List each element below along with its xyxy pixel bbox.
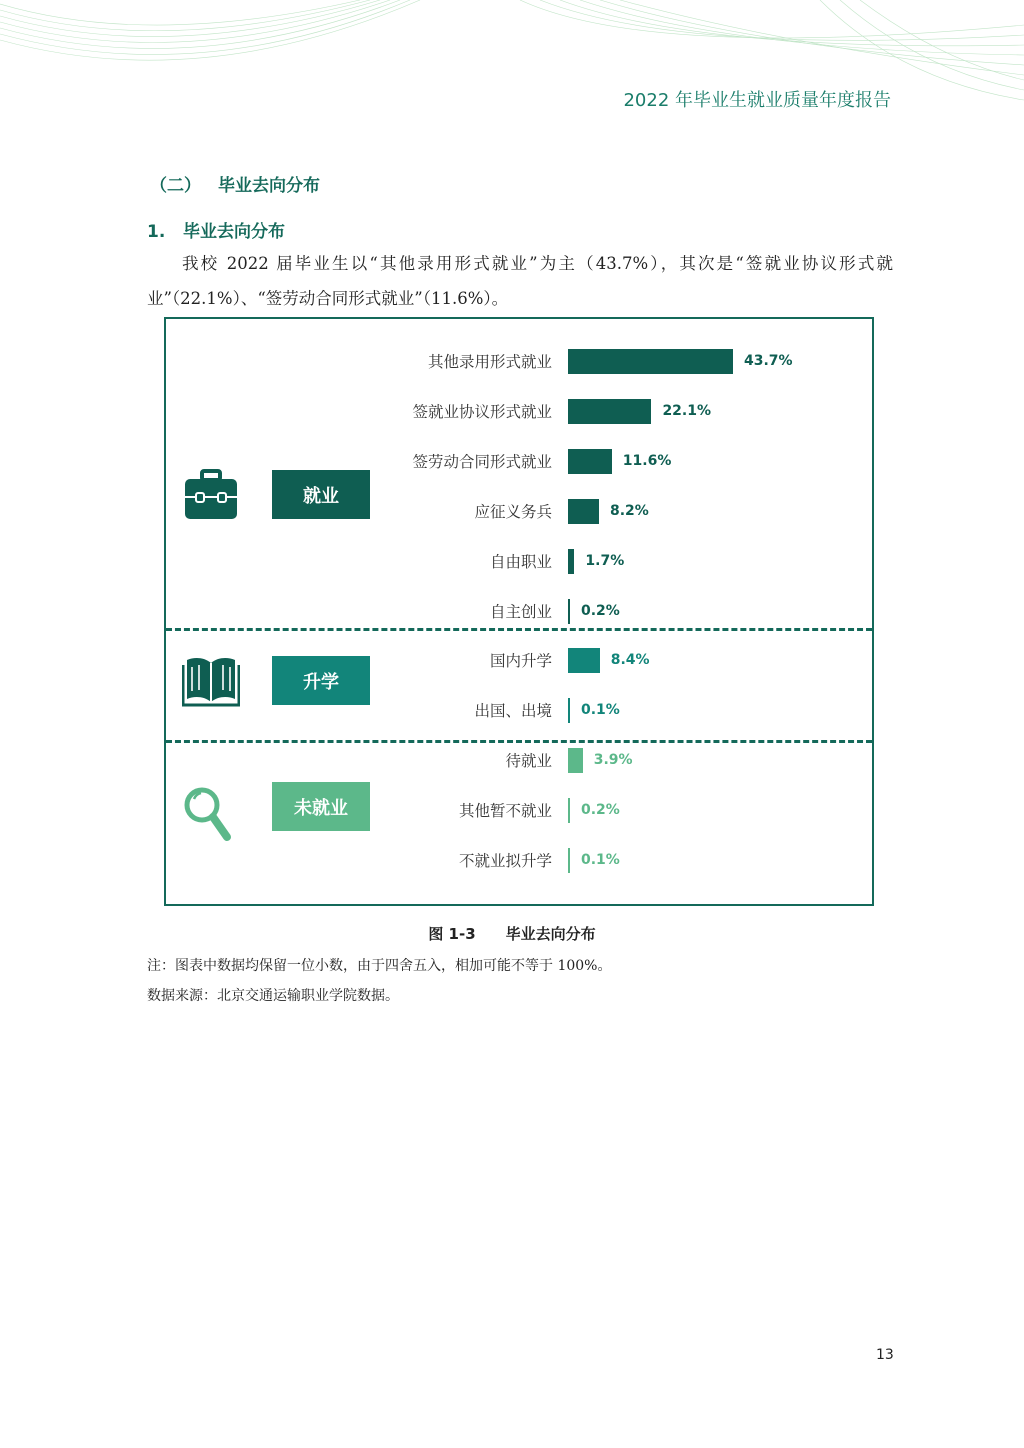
chart-row (166, 746, 872, 776)
bar-employed (568, 449, 612, 474)
category-label: 其他暂不就业 (458, 802, 552, 820)
value-label: 8.4% (610, 652, 650, 668)
chart-row (166, 397, 872, 427)
value-label: 22.1% (662, 403, 712, 419)
figure-title: 毕业去向分布 (505, 925, 596, 943)
bar-unemployed (568, 748, 583, 773)
rounding-note: 注：图表中数据均保留一位小数，由于四舍五入，相加可能不等于 100%。 (147, 958, 612, 974)
chart-row (166, 447, 872, 477)
chart-row (166, 497, 872, 527)
category-label: 签劳动合同形式就业 (412, 453, 552, 471)
group-label-further-study: 升学 (272, 656, 370, 705)
section-number: （二） (150, 176, 201, 196)
bar-further-study (568, 648, 600, 673)
chart-row (166, 646, 872, 676)
value-label: 0.2% (581, 802, 620, 818)
value-label: 3.9% (593, 752, 633, 768)
subsection-number: 1. (147, 222, 166, 242)
group-divider (166, 740, 872, 743)
chart-row (166, 696, 872, 726)
bar-employed (568, 399, 651, 424)
figure-number: 图 1-3 (428, 925, 476, 943)
subsection-title: 毕业去向分布 (183, 222, 285, 242)
value-label: 0.2% (581, 603, 620, 619)
category-label: 应征义务兵 (474, 503, 552, 521)
category-label: 自主创业 (489, 603, 552, 621)
subsection-heading (147, 217, 285, 242)
value-label: 1.7% (585, 553, 625, 569)
group-label-unemployed: 未就业 (272, 782, 370, 831)
value-label: 0.1% (581, 702, 620, 718)
chart-row (166, 347, 872, 377)
chart-row (166, 547, 872, 577)
chart-row (166, 597, 872, 627)
bar-unemployed (568, 798, 570, 823)
bar-employed (568, 549, 574, 574)
body-paragraph: 我校 2022 届毕业生以“其他录用形式就业”为主（43.7%），其次是“签就业协议形式就业”（22.1%）、“签劳动合同形式就业”（11.6%）。 (147, 254, 893, 308)
value-label: 11.6% (622, 453, 672, 469)
bar-employed (568, 599, 570, 624)
value-label: 8.2% (609, 503, 649, 519)
bar-employed (568, 499, 599, 524)
category-label: 自由职业 (489, 553, 552, 571)
value-label: 43.7% (744, 353, 793, 369)
group-label-employed: 就业 (272, 470, 370, 519)
category-label: 不就业拟升学 (458, 852, 552, 870)
section-title: 毕业去向分布 (218, 176, 320, 196)
section-heading (150, 171, 320, 196)
category-label: 出国、出境 (474, 702, 552, 720)
category-label: 国内升学 (489, 652, 552, 670)
page-number: 13 (876, 1347, 894, 1363)
data-source-note: 数据来源：北京交通运输职业学院数据。 (147, 988, 399, 1004)
category-label: 待就业 (505, 752, 552, 770)
category-label: 签就业协议形式就业 (412, 403, 552, 421)
value-label: 0.1% (581, 852, 620, 868)
chart-row (166, 796, 872, 826)
report-header-title: 2022 年毕业生就业质量年度报告 (623, 90, 891, 111)
category-label: 其他录用形式就业 (427, 353, 552, 371)
chart-row (166, 846, 872, 876)
bar-employed (568, 349, 733, 374)
group-divider (166, 628, 872, 631)
bar-unemployed (568, 848, 570, 873)
bar-further-study (568, 698, 570, 723)
figure-caption (0, 923, 1024, 944)
destination-chart (164, 317, 874, 906)
